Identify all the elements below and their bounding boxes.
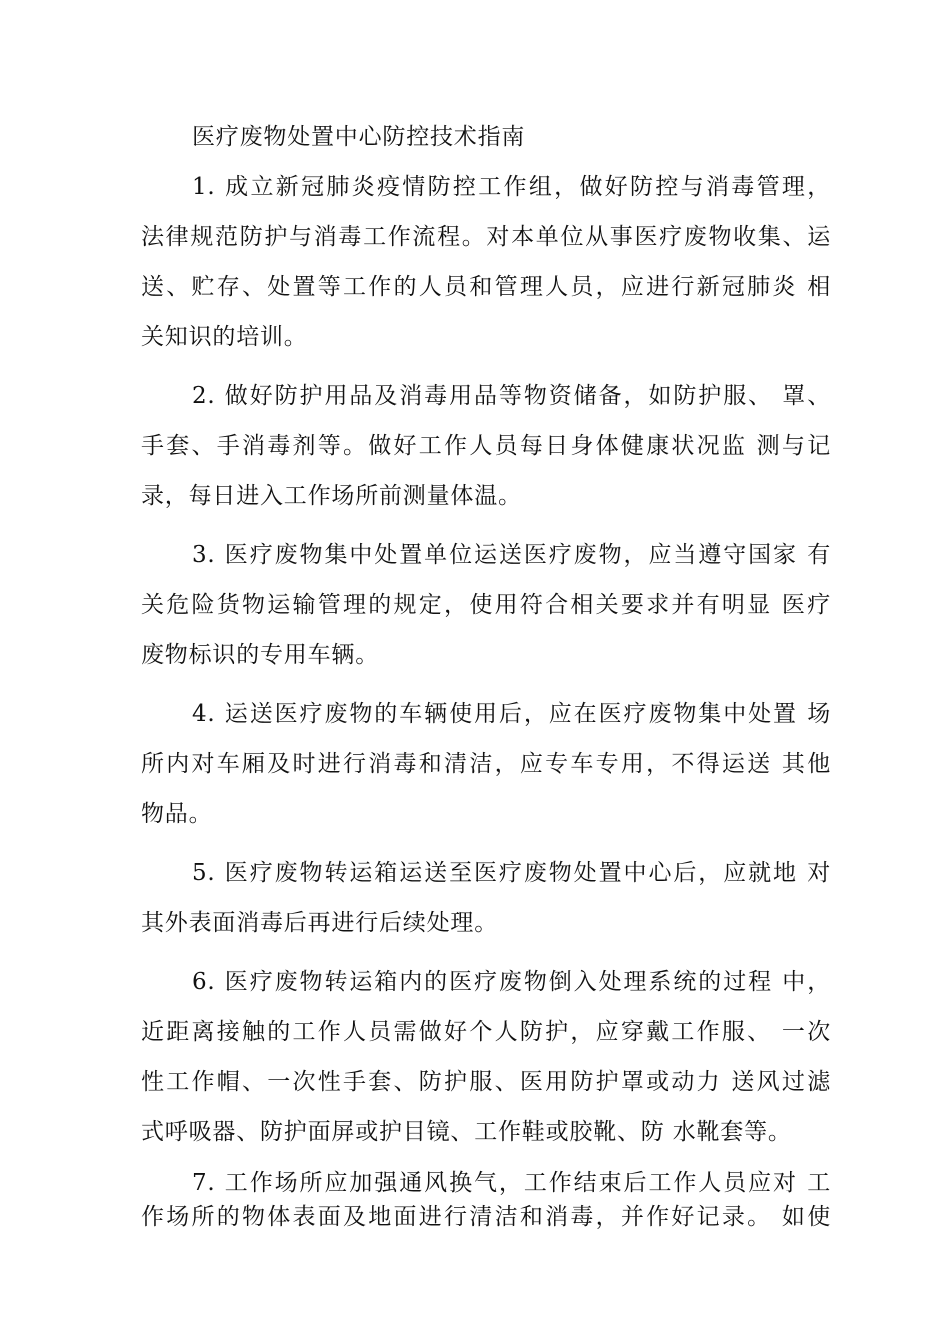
paragraph-7: [141, 1166, 831, 1234]
paragraph-line: 其外表面消毒后再进行后续处理。: [141, 910, 498, 936]
paragraph-6: [141, 957, 831, 1157]
paragraph-line: 性工作帽、一次性手套、防护服、医用防护罩或动力 送风过滤: [141, 1069, 831, 1095]
paragraph-line: 废物标识的专用车辆。: [141, 642, 379, 668]
paragraph-line: 6. 医疗废物转运箱内的医疗废物倒入处理系统的过程 中，: [192, 969, 831, 995]
paragraph-line: 法律规范防护与消毒工作流程。对本单位从事医疗废物收集、运: [141, 224, 831, 250]
paragraph-line: 2. 做好防护用品及消毒用品等物资储备，如防护服、 罩、: [192, 383, 831, 409]
paragraph-line: 4. 运送医疗废物的车辆使用后，应在医疗废物集中处置 场: [192, 701, 831, 727]
paragraph-line: 送、贮存、处置等工作的人员和管理人员，应进行新冠肺炎 相: [141, 274, 831, 300]
paragraph-line: 1. 成立新冠肺炎疫情防控工作组，做好防控与消毒管理，: [192, 174, 831, 200]
paragraph-line: 3. 医疗废物集中处置单位运送医疗废物，应当遵守国家 有: [192, 542, 831, 568]
document-title: 医疗废物处置中心防控技术指南: [192, 124, 526, 150]
document-body: [141, 112, 831, 1243]
paragraph-line: 所内对车厢及时进行消毒和清洁，应专车专用，不得运送 其他: [141, 751, 831, 777]
paragraph-line: 5. 医疗废物转运箱运送至医疗废物处置中心后，应就地 对: [192, 860, 831, 886]
paragraph-line: 式呼吸器、防护面屏或护目镜、工作鞋或胶靴、防 水靴套等。: [141, 1119, 792, 1145]
paragraph-5: [141, 848, 831, 948]
paragraph-line: 手套、手消毒剂等。做好工作人员每日身体健康状况监 测与记: [141, 433, 831, 459]
paragraph-line: 录，每日进入工作场所前测量体温。: [141, 483, 522, 509]
paragraph-line: 关危险货物运输管理的规定，使用符合相关要求并有明显 医疗: [141, 592, 831, 618]
paragraph-line: 7. 工作场所应加强通风换气，工作结束后工作人员应对 工: [192, 1170, 831, 1196]
paragraph-1: [141, 162, 831, 362]
paragraph-line: 关知识的培训。: [141, 324, 308, 350]
paragraph-line: 近距离接触的工作人员需做好个人防护，应穿戴工作服、 一次: [141, 1019, 831, 1045]
paragraph-line: 物品。: [141, 801, 213, 827]
paragraph-2: [141, 371, 831, 521]
paragraph-4: [141, 689, 831, 839]
paragraph-line: 作场所的物体表面及地面进行清洁和消毒，并作好记录。 如使: [141, 1204, 831, 1230]
paragraph-3: [141, 530, 831, 680]
